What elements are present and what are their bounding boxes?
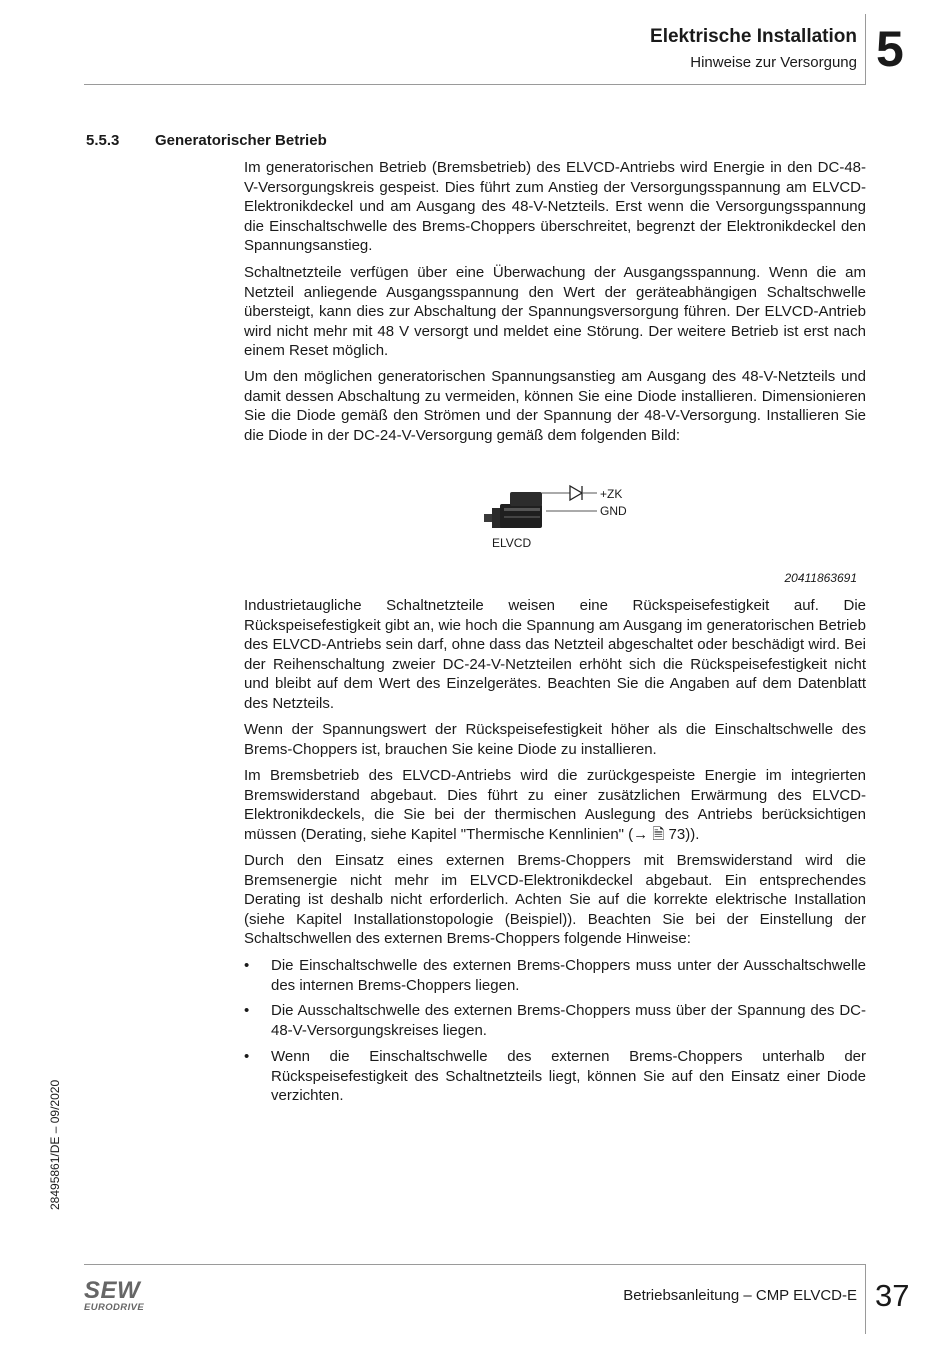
list-item [244,1047,866,1106]
header-subtitle: Hinweise zur Versorgung [690,54,857,71]
gnd-label: GND [600,504,627,518]
bullet-symbol: • [244,1002,250,1019]
header-title: Elektrische Installation [650,26,857,47]
logo-top: SEW [84,1277,141,1304]
list-item [244,1001,866,1040]
header-divider-vertical [865,14,866,84]
document-id-sidebar: 28495861/DE – 09/2020 [48,1079,62,1210]
paragraph: Im generatorischen Betrieb (Bremsbetrieb) des ELVCD-Antriebs wird Energie in den DC-48-V-Versorgungskreis gespeist. Dies führt zum Anstieg der Versorgungsspannung am ELVCD-Elektronikdeckel und am Ausgang des 48-V-Netzteils. Erst wenn die Versorgungsspannung die Einschaltschwelle des Brems-Choppers überschreitet, begrenzt der Elektronikdeckel den Spannungsanstieg. [244,159,866,255]
paragraph: Um den möglichen generatorischen Spannungsanstieg am Ausgang des 48-V-Netzteils und damit dessen Abschaltung zu vermeiden, können Sie eine Diode installieren. Dimensionieren Sie die Diode gemäß den Strömen und der Spannung der 48-V-Versorgung. Installieren Sie die Diode in der DC-24-V-Versorgung gemäß dem folgenden Bild: [244,368,866,444]
diode-icon [570,486,582,500]
footer-divider-vertical [865,1264,866,1334]
elvcd-label: ELVCD [492,536,532,550]
motor-icon [484,492,542,528]
sew-eurodrive-logo [84,1277,145,1313]
paragraph: Wenn der Spannungswert der Rückspeisefestigkeit höher als die Einschaltschwelle des Brems-Choppers ist, brauchen Sie keine Diode zu installieren. [244,721,866,758]
figure-id: 20411863691 [784,571,857,585]
paragraph: Industrietaugliche Schaltnetzteile weisen eine Rückspeisefestigkeit auf. Die Rückspeisefestigkeit gibt an, wie hoch die Spannung am Ausgang im generatorischen Betrieb des ELVCD-Antriebs sein darf, ohne dass das Netzteil abgeschaltet oder beschädigt wird. Bei der Reihenschaltung zweier DC-24-V-Netzteilen erhöht sich die Rückspeisefestigkeit nicht und bleibt auf dem Wert des Einzelgerätes. Beachten Sie die Angaben auf dem Datenblatt des Netzteils. [244,597,866,712]
list-item-text: Wenn die Einschaltschwelle des externen Brems-Choppers unterhalb der Rückspeisefestigkeit des Schaltnetzteils liegt, können Sie auf den Einsatz einer Diode verzichten. [271,1048,866,1105]
section-title: Generatorischer Betrieb [155,132,327,149]
paragraph: Im Bremsbetrieb des ELVCD-Antriebs wird die zurückgespeiste Energie im integrierten Bremswiderstand abgebaut. Dies führt zu einer zusätzlichen Erwärmung des ELVCD-Elektronikdeckels, die Sie bei der thermischen Auslegung des Antriebs berücksichtigen müssen (Derating, siehe Kapitel "Thermische Kennlinien" (→ 🗎 73)). [244,767,866,843]
list-item [244,956,866,995]
list-item-text: Die Ausschaltschwelle des externen Brems-Choppers muss über der Spannung des DC-48-V-Versorgungskreises liegen. [271,1002,866,1039]
logo-bottom: EURODRIVE [84,1302,145,1313]
list-item-text: Die Einschaltschwelle des externen Brems-Choppers muss unter der Ausschaltschwelle des internen Brems-Choppers liegen. [271,957,866,994]
zk-label: +ZK [600,487,623,501]
page-number: 37 [875,1278,910,1313]
footer-divider-horizontal [84,1264,866,1265]
header-divider-horizontal [84,84,866,85]
bullet-symbol: • [244,957,250,974]
section-number: 5.5.3 [86,132,120,149]
diode-wiring-figure [480,478,650,558]
paragraph: Schaltnetzteile verfügen über eine Überwachung der Ausgangsspannung. Wenn die am Netzteil anliegende Ausgangsspannung den Wert der geräteabhängigen Schaltschwelle übersteigt, kann dies zur Abschaltung der Spannungsversorgung führen. Der ELVCD-Antrieb wird nicht mehr mit 48 V versorgt und meldet eine Störung. Der weitere Betrieb ist erst nach einem Reset möglich. [244,264,866,360]
paragraph: Durch den Einsatz eines externen Brems-Choppers mit Bremswiderstand wird die Bremsenergie nicht mehr im ELVCD-Elektronikdeckel abgebaut. Ein entsprechendes Derating ist deshalb nicht erforderlich. Achten Sie auf die korrekte elektrische Installation (siehe Kapitel Installationstopologie (Beispiel)). Beachten Sie bei der Einstellung der Schaltschwellen des externen Brems-Choppers folgende Hinweise: [244,852,866,948]
footer-doc-title: Betriebsanleitung – CMP ELVCD-E [623,1287,857,1304]
chapter-number: 5 [876,21,904,77]
bullet-symbol: • [244,1048,250,1065]
